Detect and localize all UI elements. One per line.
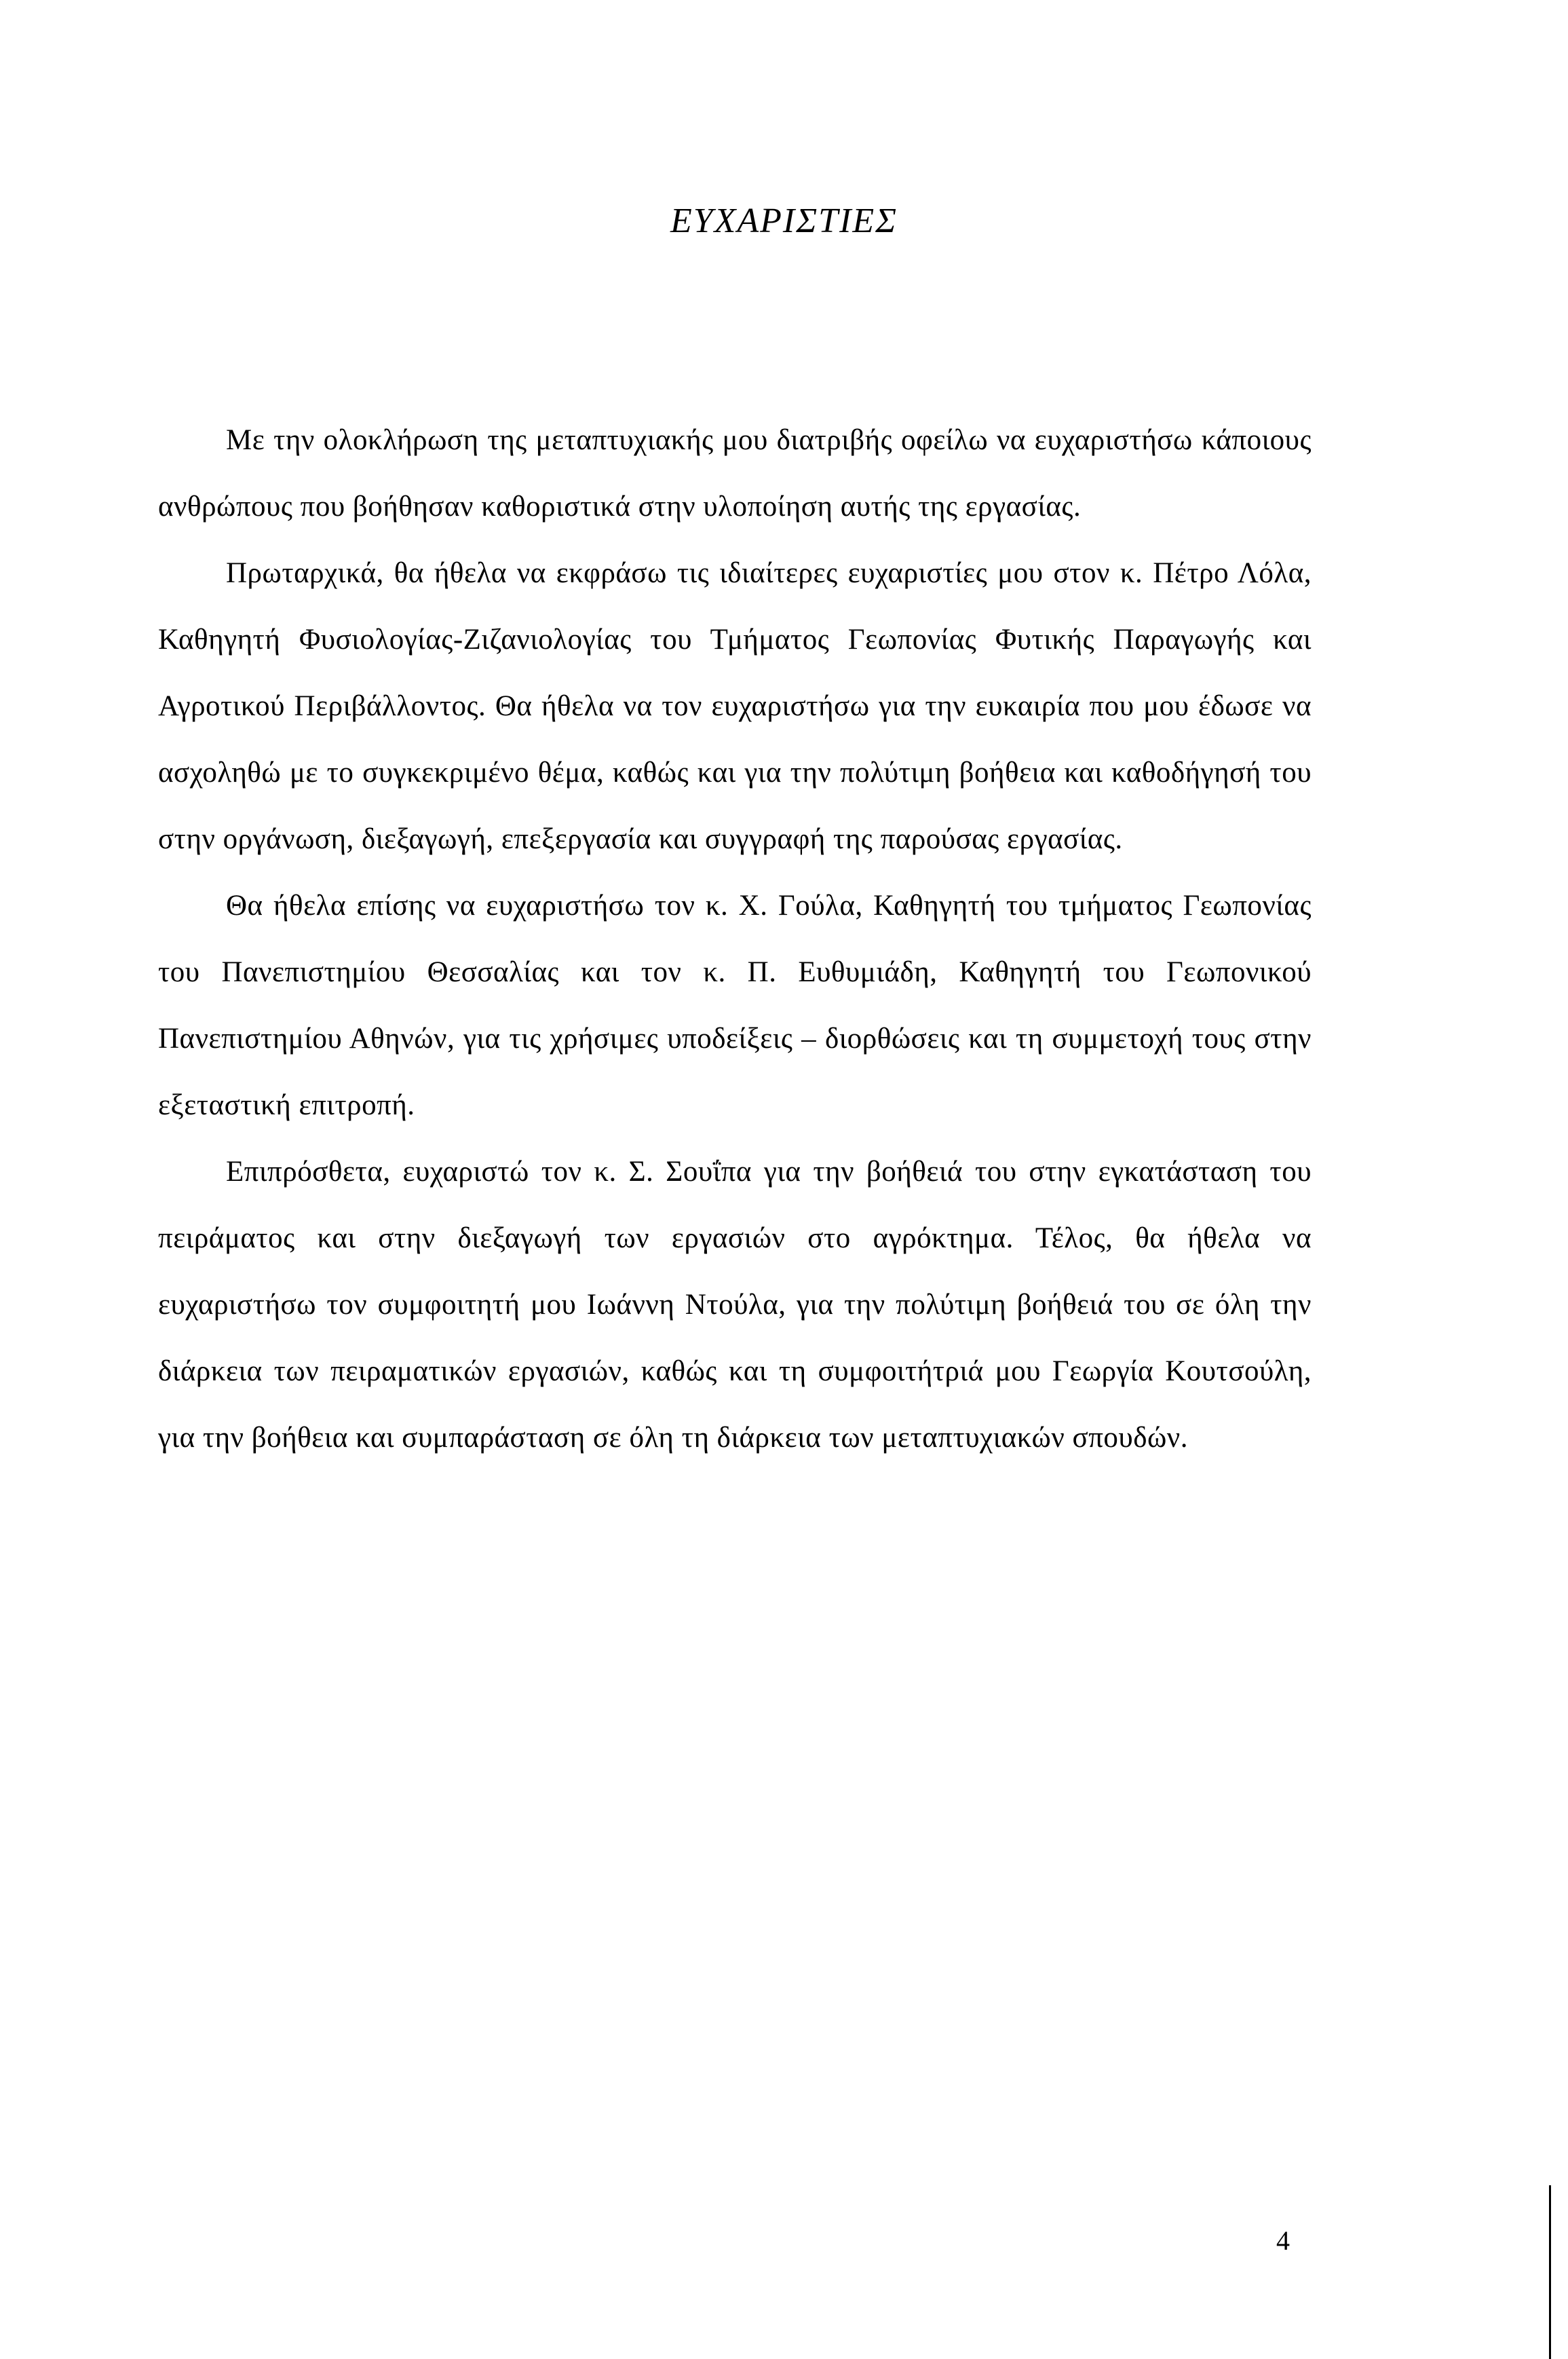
page-title: ΕΥΧΑΡΙΣΤΙΕΣ — [670, 202, 898, 240]
page-number: 4 — [1276, 2225, 1290, 2256]
paragraph-additional-thanks: Επιπρόσθετα, ευχαριστώ τον κ. Σ. Σουΐπα για την βοήθειά του στην εγκατάσταση του πειράματος και στην διεξαγωγή των εργασιών στο αγρόκτημα. Τέλος, θα ήθελα να ευχαριστήσω τον συμφοιτητή μου Ιωάννη Ντούλα, για την πολύτιμη βοήθειά του σε όλη την διάρκεια των πειραματικών εργασιών, καθώς και τη συμφοιτήτριά μου Γεωργία Κουτσούλη, για την βοήθεια και συμπαράσταση σε όλη τη διάρκεια των μεταπτυχιακών σπουδών. — [158, 1156, 1312, 1454]
paragraph-committee: Θα ήθελα επίσης να ευχαριστήσω τον κ. Χ. Γούλα, Καθηγητή του τμήματος Γεωπονίας του Πανεπιστημίου Θεσσαλίας και τον κ. Π. Ευθυμιάδη, Καθηγητή του Γεωπονικού Πανεπιστημίου Αθηνών, για τις χρήσιμες υποδείξεις – διορθώσεις και τη συμμετοχή τους στην εξεταστική επιτροπή. — [158, 890, 1312, 1121]
paragraph-intro: Με την ολοκλήρωση της μεταπτυχιακής μου διατριβής οφείλω να ευχαριστήσω κάποιους ανθρώπους που βοήθησαν καθοριστικά στην υλοποίηση αυτής της εργασίας. — [158, 424, 1312, 523]
scan-edge-line — [1549, 2185, 1551, 2359]
acknowledgements-body — [158, 407, 1312, 1471]
paragraph-supervisor: Πρωταρχικά, θα ήθελα να εκφράσω τις ιδιαίτερες ευχαριστίες μου στον κ. Πέτρο Λόλα, Καθηγητή Φυσιολογίας-Ζιζανιολογίας του Τμήματος Γεωπονίας Φυτικής Παραγωγής και Αγροτικού Περιβάλλοντος. Θα ήθελα να τον ευχαριστήσω για την ευκαιρία που μου έδωσε να ασχοληθώ με το συγκεκριμένο θέμα, καθώς και για την πολύτιμη βοήθεια και καθοδήγησή του στην οργάνωση, διεξαγωγή, επεξεργασία και συγγραφή της παρούσας εργασίας. — [158, 557, 1312, 855]
